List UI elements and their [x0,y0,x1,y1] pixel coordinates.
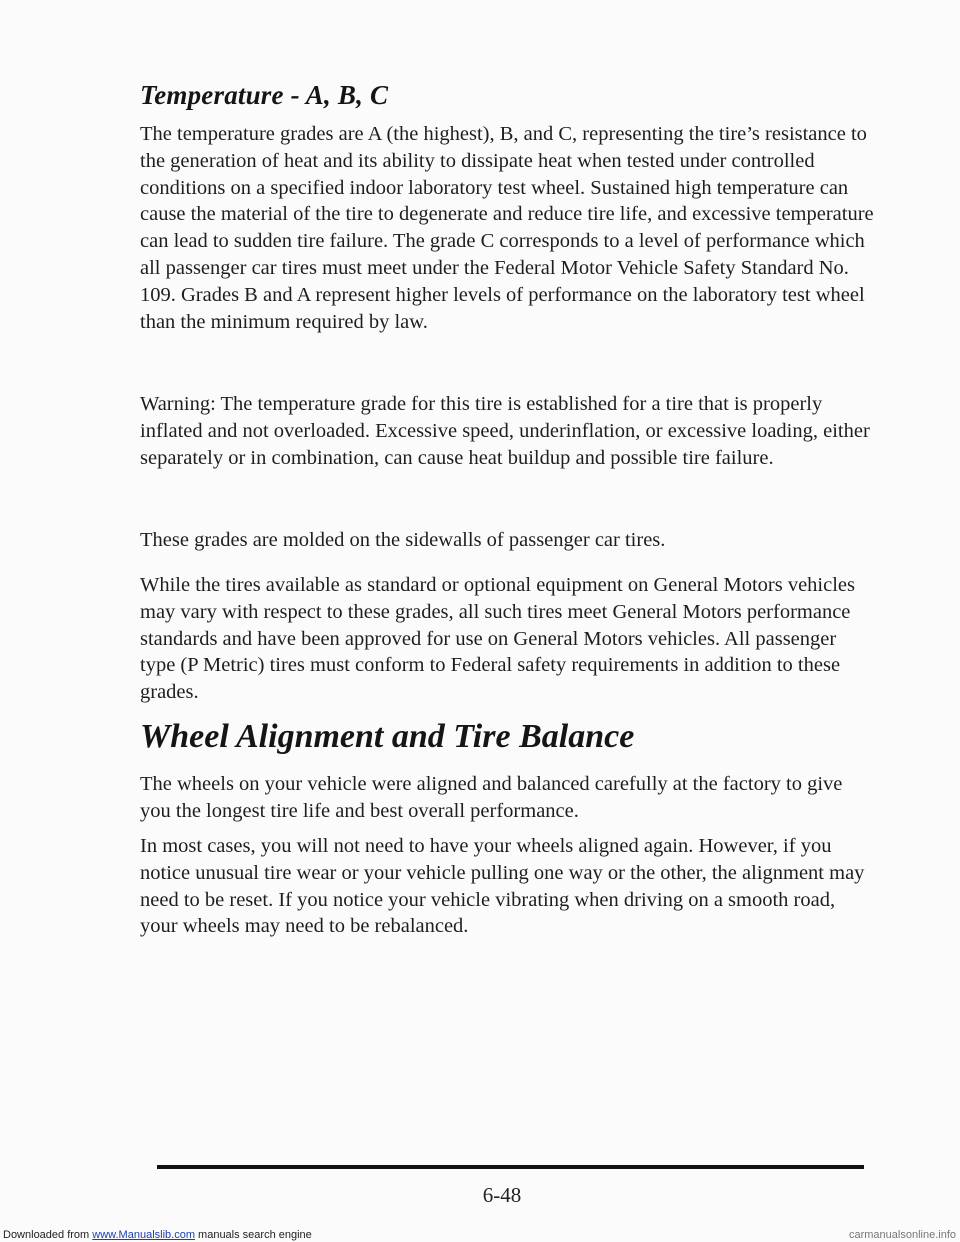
sidewall-paragraph: These grades are molded on the sidewalls of passenger car tires. [140,529,666,551]
temperature-paragraph-1: The temperature grades are A (the highest), B, and C, representing the tire’s resistance to the generation of heat and its ability to dissipate heat when tested under controlled conditions on a specified indoor laboratory test wheel. Sustained high temperature can cause the material of the tire to degenerate and reduce tire life, and excessive temperature can lead to sudden tire failure. The grade C corresponds to a level of performance which all passenger car tires must meet under the Federal Motor Vehicle Safety Standard No. 109. Grades B and A represent higher levels of performance on the laboratory test wheel than the minimum required by law. [140,123,874,333]
alignment-paragraph-1: The wheels on your vehicle were aligned and balanced carefully at the factory to give you the longest tire life and best overall performance. [140,773,843,822]
footer-prefix: Downloaded from [3,1229,93,1241]
download-footer [3,1229,312,1241]
footer-suffix: manuals search engine [194,1229,312,1241]
page-number: 6-48 [482,1183,522,1207]
footer-rule [157,1165,864,1169]
temperature-heading: Temperature - A, B, C [140,80,389,110]
wheel-alignment-heading: Wheel Alignment and Tire Balance [140,718,635,755]
warning-paragraph: Warning: The temperature grade for this tire is established for a tire that is properly inflated and not overloaded. Excessive speed, underinflation, or excessive loading, either separately or in combination, can cause heat buildup and possible tire failure. [140,393,870,469]
watermark-text: carmanualsonline.info [848,1229,956,1241]
alignment-paragraph-2: In most cases, you will not need to have your wheels aligned again. However, if you notice unusual tire wear or your vehicle pulling one way or the other, the alignment may need to be reset. If you notice your vehicle vibrating when driving on a smooth road, your wheels may need to be rebalanced. [140,835,865,938]
manualslib-link[interactable]: www.Manualslib.com [92,1229,195,1241]
gm-standards-paragraph: While the tires available as standard or optional equipment on General Motors vehicles may vary with respect to these grades, all such tires meet General Motors performance standards and have been approved for use on General Motors vehicles. All passenger type (P Metric) tires must conform to Federal safety requirements in addition to these grades. [140,574,855,704]
